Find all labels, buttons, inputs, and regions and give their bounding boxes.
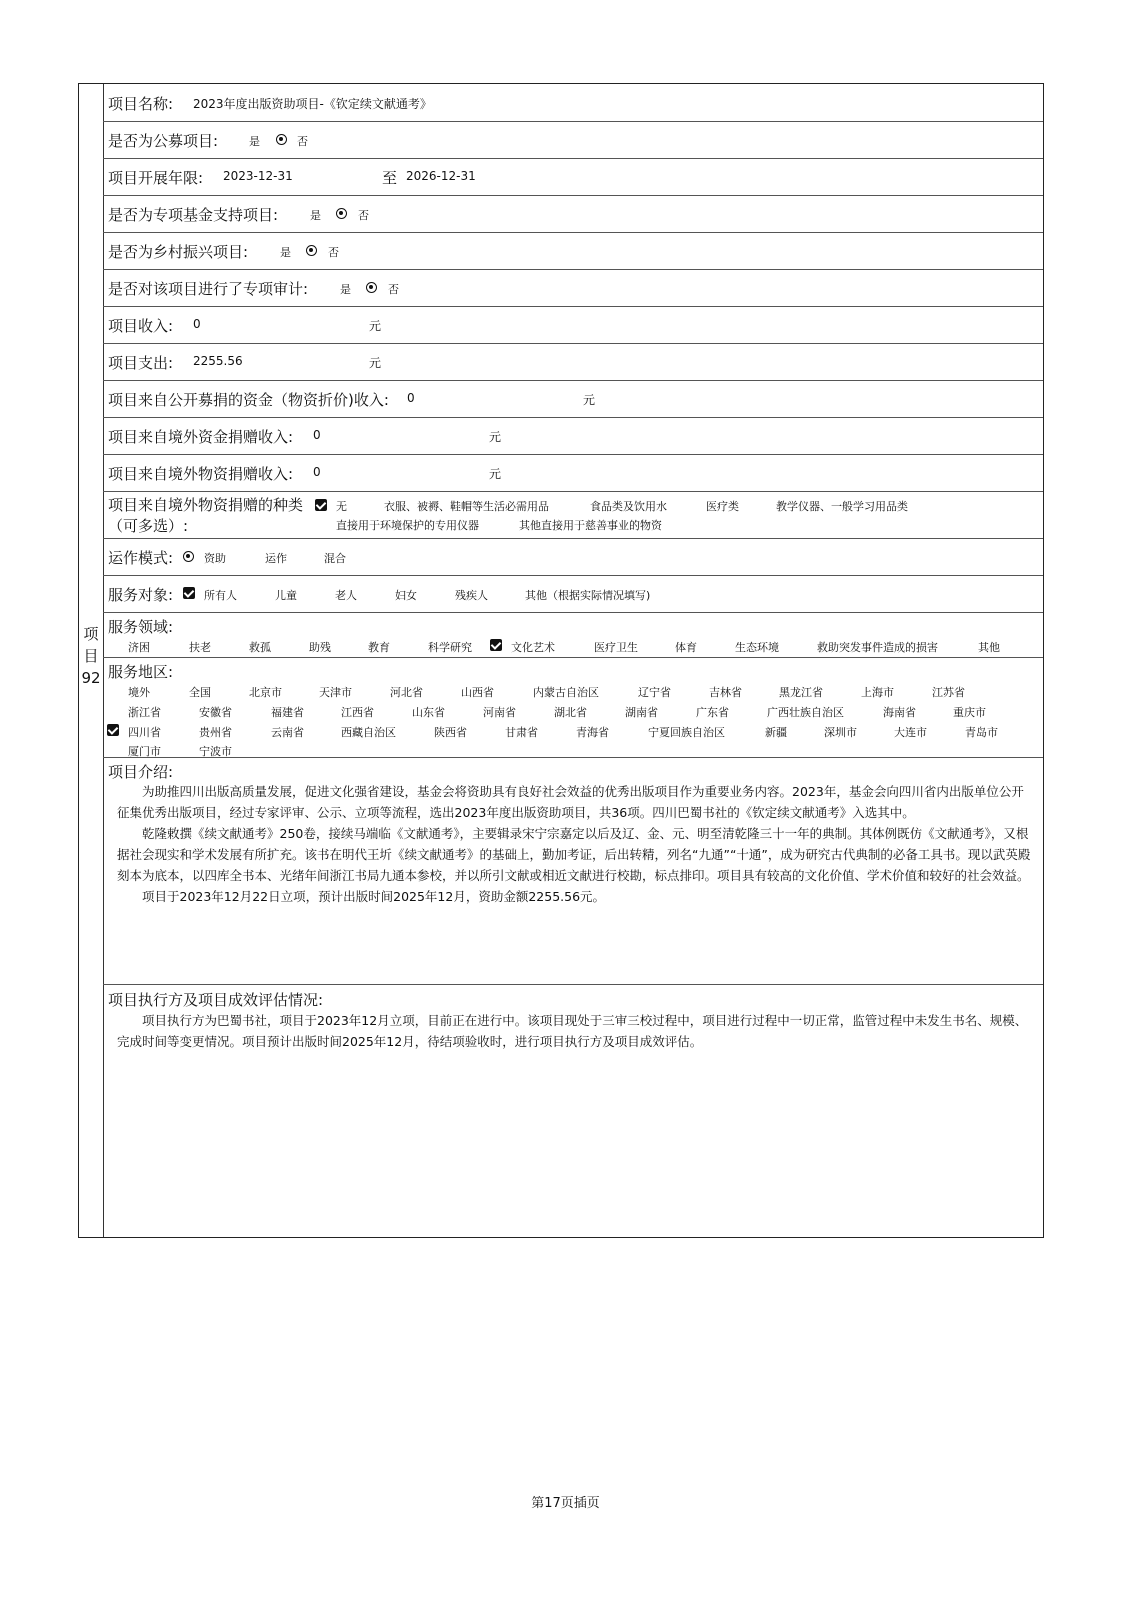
public-fund-yes[interactable]: 是 <box>249 135 260 148</box>
public-donation-value: 0 <box>407 391 415 405</box>
region-option[interactable]: 贵州省 <box>199 726 232 739</box>
page-footer: 第17页插页 <box>531 1496 600 1511</box>
side-label-2: 目 <box>83 647 99 665</box>
foreign-fund-value: 0 <box>313 428 321 442</box>
public-fund-label: 是否为公募项目: <box>108 132 219 150</box>
mode-label: 运作模式: <box>108 549 174 567</box>
field-option[interactable]: 生态环境 <box>735 641 779 654</box>
field-option[interactable]: 助残 <box>309 641 331 654</box>
period-start: 2023-12-31 <box>223 169 293 183</box>
side-label-3: 92 <box>81 669 101 687</box>
field-option[interactable]: 济困 <box>128 641 150 654</box>
goods-option[interactable]: 直接用于环境保护的专用仪器 <box>336 519 479 532</box>
foreign-fund-label: 项目来自境外资金捐赠收入: <box>108 428 294 446</box>
region-label: 服务地区: <box>108 663 174 681</box>
special-fund-no-radio[interactable] <box>336 208 347 219</box>
foreign-goods-value: 0 <box>313 465 321 479</box>
evaluation-paragraph: 项目执行方为巴蜀书社，项目于2023年12月立项，目前正在进行中。该项目现处于三审三校过程中，项目进行过程中一切正常，监管过程中未发生书名、规模、完成时间等变更情况。项目预计出版时间2025年12月，待结项验收时，进行项目执行方及项目成效评估。 <box>117 1013 1028 1049</box>
row-evaluation <box>103 984 1043 1237</box>
region-option[interactable]: 吉林省 <box>709 686 742 699</box>
region-option[interactable]: 天津市 <box>319 686 352 699</box>
income-value: 0 <box>193 317 201 331</box>
region-option[interactable]: 山东省 <box>412 706 445 719</box>
target-option[interactable]: 残疾人 <box>455 589 488 602</box>
region-option[interactable]: 甘肃省 <box>505 726 538 739</box>
region-option[interactable]: 宁波市 <box>199 745 232 758</box>
expense-value: 2255.56 <box>193 354 243 368</box>
side-label-1: 项 <box>83 625 99 643</box>
row-intro <box>103 757 1043 985</box>
field-option[interactable]: 医疗卫生 <box>594 641 638 654</box>
region-option[interactable]: 深圳市 <box>824 726 857 739</box>
foreign-goods-unit: 元 <box>489 467 502 481</box>
period-end: 2026-12-31 <box>406 169 476 183</box>
goods-option[interactable]: 其他直接用于慈善事业的物资 <box>519 519 662 532</box>
income-unit: 元 <box>369 319 382 333</box>
target-option[interactable]: 儿童 <box>275 589 297 602</box>
region-option[interactable]: 宁夏回族自治区 <box>648 726 725 739</box>
side-column <box>79 84 104 1237</box>
region-option[interactable]: 福建省 <box>271 706 304 719</box>
row-foreign-goods <box>103 454 1043 492</box>
public-fund-no-radio[interactable] <box>276 134 287 145</box>
field-option[interactable]: 科学研究 <box>428 641 472 654</box>
intro-paragraph-3: 项目于2023年12月22日立项，预计出版时间2025年12月，资助金额2255.56元。 <box>142 889 606 904</box>
region-option[interactable]: 河南省 <box>483 706 516 719</box>
region-option[interactable]: 西藏自治区 <box>341 726 396 739</box>
mode-option[interactable]: 混合 <box>324 552 346 565</box>
region-option[interactable]: 黑龙江省 <box>779 686 823 699</box>
region-option[interactable]: 广东省 <box>696 706 729 719</box>
evaluation-label: 项目执行方及项目成效评估情况: <box>108 991 324 1009</box>
foreign-goods-label: 项目来自境外物资捐赠收入: <box>108 465 294 483</box>
expense-unit: 元 <box>369 356 382 370</box>
target-all-checkbox[interactable] <box>183 587 195 599</box>
audit-no-radio[interactable] <box>366 282 377 293</box>
region-option[interactable]: 浙江省 <box>128 706 161 719</box>
region-option[interactable]: 陕西省 <box>434 726 467 739</box>
region-option[interactable]: 江苏省 <box>932 686 965 699</box>
intro-paragraph-2: 乾隆敕撰《续文献通考》250卷，接续马端临《文献通考》，主要辑录宋宁宗嘉定以后及辽、金、元、明至清乾隆三十一年的典制。其体例既仿《文献通考》，又根据社会现实和学术发展有所扩充。该书在明代王圻《续文献通考》的基础上，勤加考证，后出转精，列名“九通”“十通”，成为研究古代典制的必备工具书。现以武英殿刻本为底本，以四库全书本、光绪年间浙江书局九通本参校，并以所引文献或相近文献进行校勘，标点排印。项目具有较高的文化价值、学术价值和较好的社会效益。 <box>117 826 1031 883</box>
goods-option[interactable]: 医疗类 <box>706 500 739 513</box>
rural-yes[interactable]: 是 <box>280 246 291 259</box>
goods-option[interactable]: 衣服、被褥、鞋帽等生活必需用品 <box>384 500 549 513</box>
rural-no-radio[interactable] <box>306 245 317 256</box>
row-region <box>103 657 1043 758</box>
goods-option[interactable]: 教学仪器、一般学习用品类 <box>776 500 908 513</box>
row-rural <box>103 232 1043 270</box>
region-option[interactable]: 河北省 <box>390 686 423 699</box>
field-option[interactable]: 救孤 <box>249 641 271 654</box>
period-label: 项目开展年限: <box>108 169 204 187</box>
project-name-value: 2023年度出版资助项目-《钦定续文献通考》 <box>193 97 432 111</box>
audit-label: 是否对该项目进行了专项审计: <box>108 280 309 298</box>
region-option[interactable]: 广西壮族自治区 <box>767 706 844 719</box>
region-option[interactable]: 湖南省 <box>625 706 658 719</box>
region-option[interactable]: 内蒙古自治区 <box>533 686 599 699</box>
region-option[interactable]: 北京市 <box>249 686 282 699</box>
expense-label: 项目支出: <box>108 354 174 372</box>
period-to: 至 <box>382 169 398 187</box>
row-income <box>103 306 1043 344</box>
region-option[interactable]: 江西省 <box>341 706 374 719</box>
region-option[interactable]: 厦门市 <box>128 745 161 758</box>
project-form <box>78 83 1044 1238</box>
region-option[interactable]: 青岛市 <box>965 726 998 739</box>
region-option[interactable]: 海南省 <box>883 706 916 719</box>
project-name-label: 项目名称: <box>108 95 174 113</box>
target-option[interactable]: 妇女 <box>395 589 417 602</box>
goods-types-label-sub: （可多选）: <box>108 517 189 535</box>
income-label: 项目收入: <box>108 317 174 335</box>
field-label: 服务领域: <box>108 618 174 636</box>
field-option[interactable]: 教育 <box>368 641 390 654</box>
row-public-donation <box>103 380 1043 418</box>
region-option[interactable]: 新疆 <box>765 726 787 739</box>
special-fund-yes[interactable]: 是 <box>310 209 321 222</box>
row-field <box>103 612 1043 658</box>
region-option[interactable]: 上海市 <box>861 686 894 699</box>
row-audit <box>103 269 1043 307</box>
row-period <box>103 158 1043 196</box>
rural-label: 是否为乡村振兴项目: <box>108 243 249 261</box>
region-option[interactable]: 境外 <box>128 686 150 699</box>
region-option[interactable]: 湖北省 <box>554 706 587 719</box>
field-option[interactable]: 救助突发事件造成的损害 <box>817 641 938 654</box>
public-donation-label: 项目来自公开募捐的资金（物资折价)收入: <box>108 391 389 409</box>
region-option[interactable]: 全国 <box>189 686 211 699</box>
public-fund-no[interactable]: 否 <box>297 135 308 148</box>
intro-label: 项目介绍: <box>108 763 174 781</box>
intro-paragraph-1: 为助推四川出版高质量发展，促进文化强省建设，基金会将资助具有良好社会效益的优秀出版项目作为重要业务内容。2023年，基金会向四川省内出版单位公开征集优秀出版项目，经过专家评审、公示、立项等流程，选出2023年度出版资助项目，共36项。四川巴蜀书社的《钦定续文献通考》入选其中。 <box>117 784 1024 820</box>
goods-option[interactable]: 无 <box>336 500 347 513</box>
mode-funding-radio[interactable] <box>183 551 194 562</box>
public-donation-unit: 元 <box>583 393 596 407</box>
row-foreign-fund <box>103 417 1043 455</box>
goods-types-label: 项目来自境外物资捐赠的种类 <box>108 496 304 514</box>
region-option[interactable]: 四川省 <box>128 726 161 739</box>
row-expense <box>103 343 1043 381</box>
field-option[interactable]: 扶老 <box>189 641 211 654</box>
foreign-fund-unit: 元 <box>489 430 502 444</box>
goods-option[interactable]: 食品类及饮用水 <box>590 500 667 513</box>
target-label: 服务对象: <box>108 586 174 604</box>
target-option[interactable]: 老人 <box>335 589 357 602</box>
field-option[interactable]: 体育 <box>675 641 697 654</box>
mode-option[interactable]: 资助 <box>204 552 226 565</box>
field-option[interactable]: 文化艺术 <box>511 641 555 654</box>
mode-option[interactable]: 运作 <box>265 552 287 565</box>
field-culture-checkbox[interactable] <box>490 639 502 651</box>
row-mode <box>103 538 1043 576</box>
row-goods-types <box>103 491 1043 539</box>
target-option[interactable]: 其他（根据实际情况填写) <box>525 589 651 602</box>
audit-yes[interactable]: 是 <box>340 283 351 296</box>
region-option[interactable]: 安徽省 <box>199 706 232 719</box>
region-sichuan-checkbox[interactable] <box>107 724 119 736</box>
rural-no[interactable]: 否 <box>328 246 339 259</box>
region-option[interactable]: 青海省 <box>576 726 609 739</box>
goods-none-checkbox[interactable] <box>315 499 327 511</box>
row-special-fund <box>103 195 1043 233</box>
region-option[interactable]: 大连市 <box>894 726 927 739</box>
region-option[interactable]: 重庆市 <box>953 706 986 719</box>
audit-no[interactable]: 否 <box>388 283 399 296</box>
region-option[interactable]: 辽宁省 <box>638 686 671 699</box>
row-target <box>103 575 1043 613</box>
special-fund-no[interactable]: 否 <box>358 209 369 222</box>
region-option[interactable]: 云南省 <box>271 726 304 739</box>
target-option[interactable]: 所有人 <box>204 589 237 602</box>
row-project-name <box>103 84 1043 122</box>
row-public-fund <box>103 121 1043 159</box>
field-option[interactable]: 其他 <box>978 641 1000 654</box>
special-fund-label: 是否为专项基金支持项目: <box>108 206 279 224</box>
region-option[interactable]: 山西省 <box>461 686 494 699</box>
